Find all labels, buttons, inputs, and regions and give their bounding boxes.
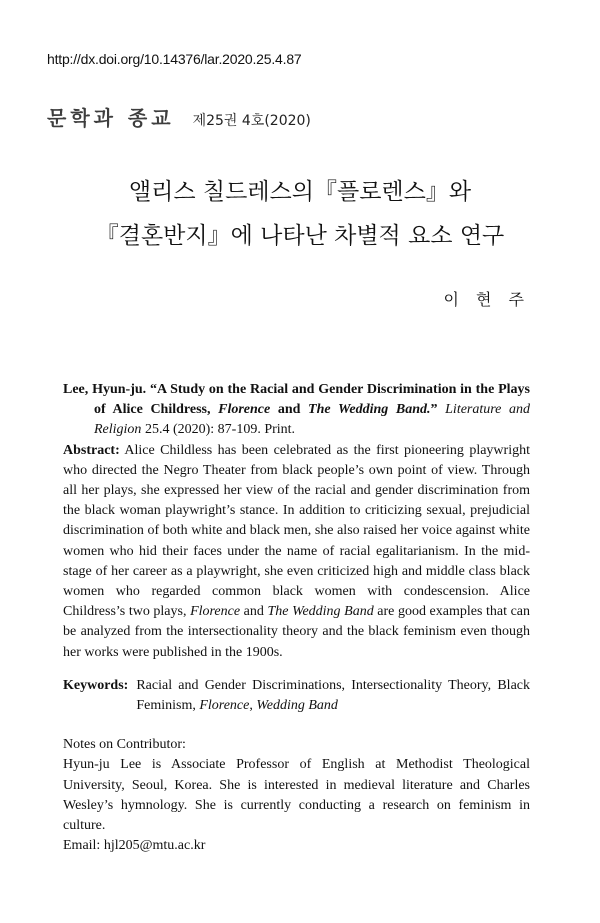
abstract — [63, 441, 530, 663]
citation-and: and — [277, 402, 301, 418]
title-line-2: 『결혼반지』에 나타난 차별적 요소 연구 — [95, 223, 505, 249]
contributor-notes — [63, 735, 530, 856]
journal-header — [47, 102, 311, 131]
abstract-play-1: Florence — [190, 604, 241, 620]
journal-volume: 제25권 4호(2020) — [192, 113, 311, 129]
citation-details: 25.4 (2020): 87-109. Print. — [144, 422, 296, 438]
citation-title: “A Study on the Racial and Gender Discrimination in the Plays of Alice Childress, — [94, 382, 531, 418]
paper-body — [63, 380, 530, 856]
abstract-label: Abstract: — [63, 442, 120, 458]
citation-journal: Literature and Religion — [94, 402, 531, 438]
keyword-separator: , — [249, 698, 253, 714]
citation-play-2: The Wedding Band. — [308, 402, 431, 418]
keywords — [63, 676, 530, 716]
contributor-email[interactable]: Email: hjl205@mtu.ac.kr — [63, 838, 206, 854]
journal-logo: 문학과 종교 — [47, 106, 175, 130]
citation-play-1: Florence — [218, 402, 271, 418]
paper-title — [0, 170, 600, 258]
keyword-play-1: Florence — [199, 698, 250, 714]
abstract-play-2: The Wedding Band — [267, 604, 374, 620]
doi-link[interactable]: http://dx.doi.org/10.14376/lar.2020.25.4.87 — [47, 51, 302, 67]
keywords-text — [136, 676, 530, 716]
abstract-text-2: are good examples that can be analyzed from the intersectionality theory and the black feminism even though her works were published in the 1900s. — [63, 604, 531, 660]
citation-close-quote: ” — [430, 402, 438, 418]
citation — [63, 380, 530, 441]
keywords-list: Racial and Gender Discriminations, Intersectionality Theory, Black Feminism, — [136, 677, 530, 714]
notes-text: Hyun-ju Lee is Associate Professor of English at Methodist Theological University, Seoul, Korea. She is interested in medieval literature and Charles Wesley’s hymnology. She is currently conducting a research on feminism in culture. — [63, 757, 530, 834]
keywords-label: Keywords: — [63, 677, 129, 693]
keyword-play-2: Wedding Band — [256, 698, 338, 714]
title-line-1: 앨리스 칠드레스의『플로렌스』와 — [128, 179, 472, 205]
notes-heading: Notes on Contributor: — [63, 737, 186, 753]
abstract-text-1: Alice Childless has been celebrated as the first pioneering playwright who directed the Negro Theater from black people’s own point of view. Through all her plays, she expressed her view of the racial and gender discrimination from the black woman playwright’s stance. In addition to criticizing sexual, prejudicial discrimination of both white and black men, she also raised her voice against white women who hid their faces under the name of racial egalitarianism. In the mid-stage of her career as a playwright, she even criticized high and middle class black women who regarded common black women with condescension. Alice Childress’s two plays, — [63, 442, 530, 620]
abstract-and: and — [243, 604, 264, 620]
citation-author: Lee, Hyun-ju. — [63, 382, 147, 397]
author-name: 이 현 주 — [443, 290, 530, 309]
